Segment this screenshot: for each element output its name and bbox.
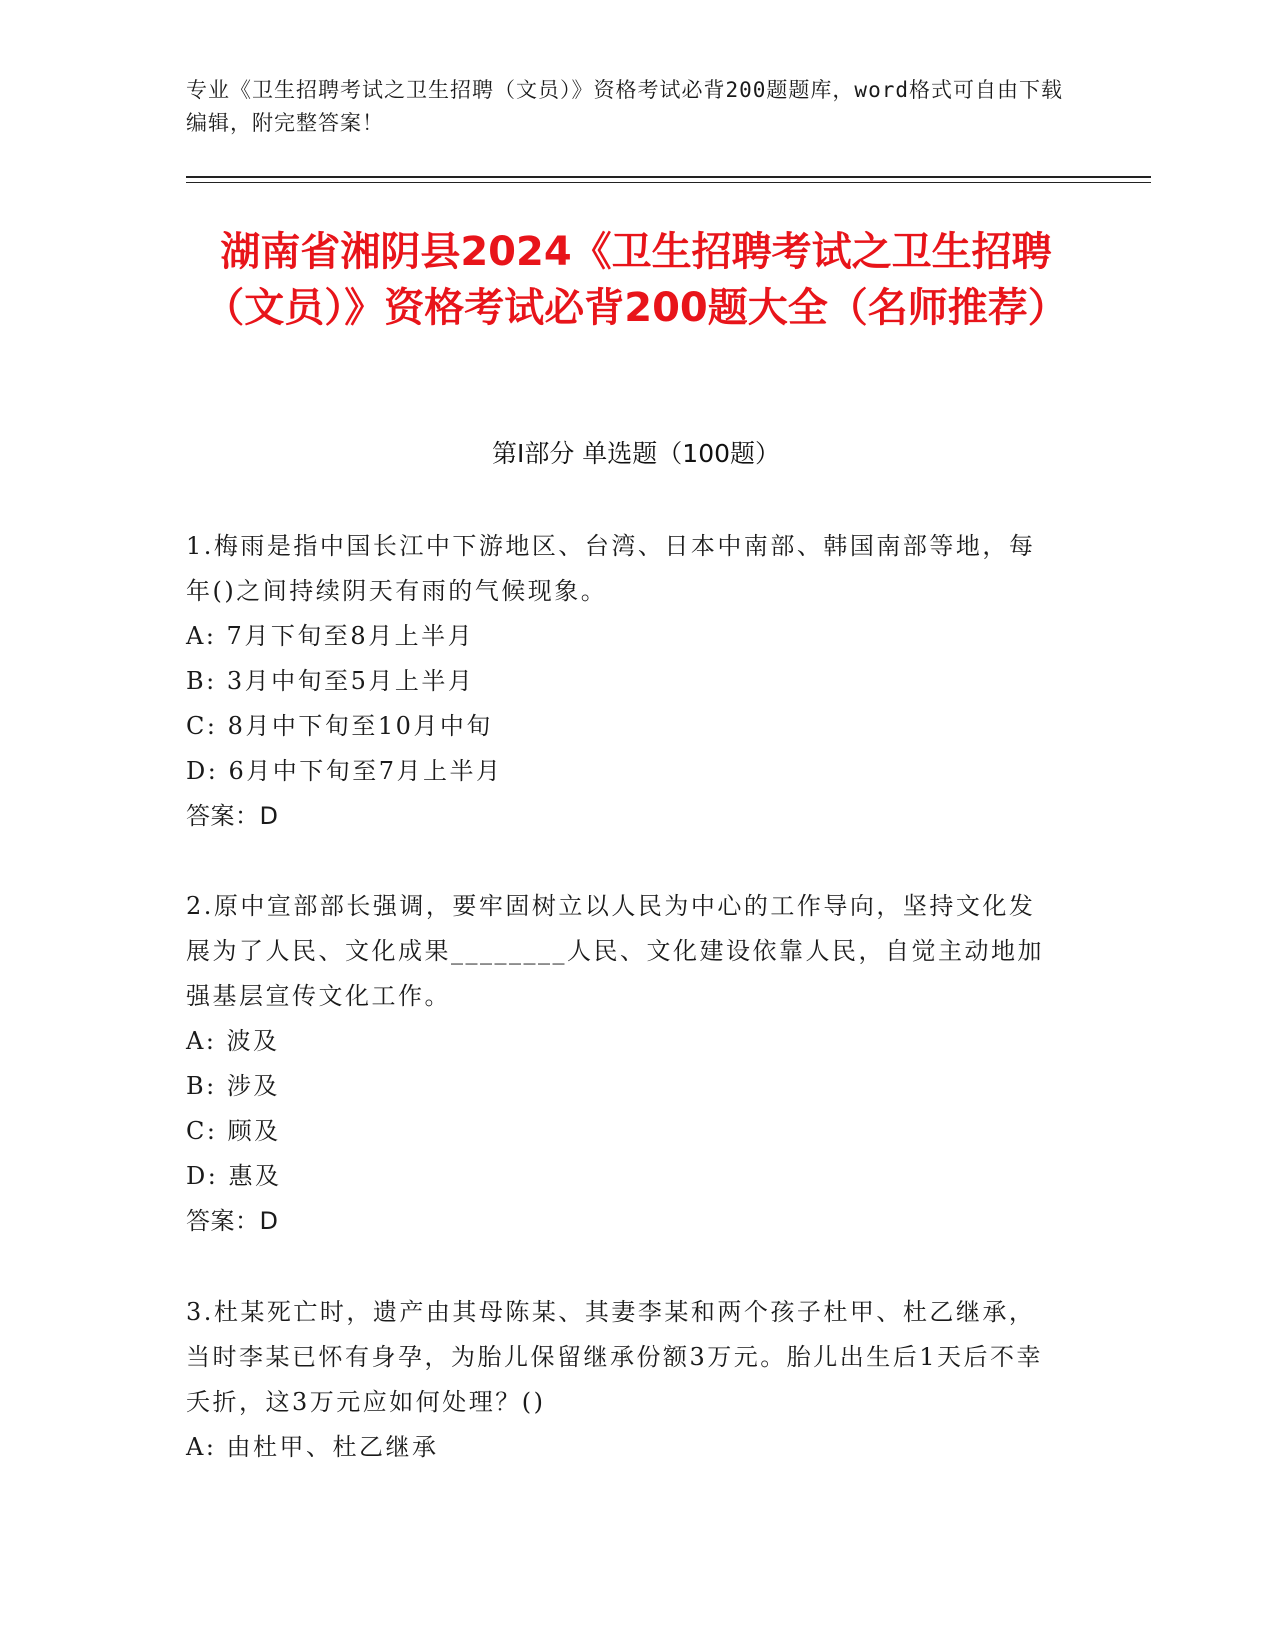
header-rule-thin — [186, 182, 1151, 183]
question-stem: 1.梅雨是指中国长江中下游地区、台湾、日本中南部、韩国南部等地，每年()之间持续阴天有雨的气候现象。 — [186, 532, 1036, 605]
option-b: B: 涉及 — [186, 1072, 280, 1100]
question-2 — [186, 884, 1056, 1244]
option-d: D: 惠及 — [186, 1162, 282, 1190]
answer-line: 答案：D — [186, 1207, 279, 1235]
option-a: A: 波及 — [186, 1027, 280, 1055]
option-a: A: 由杜甲、杜乙继承 — [186, 1433, 439, 1461]
option-b: B: 3月中旬至5月上半月 — [186, 667, 475, 695]
question-3 — [186, 1290, 1056, 1470]
option-d: D: 6月中下旬至7月上半月 — [186, 757, 503, 785]
option-c: C: 顾及 — [186, 1117, 281, 1145]
answer-line: 答案：D — [186, 802, 279, 830]
section-heading: 第Ⅰ部分 单选题（100题） — [491, 439, 781, 468]
question-1 — [186, 524, 1056, 839]
option-a: A: 7月下旬至8月上半月 — [186, 622, 475, 650]
question-stem: 3.杜某死亡时，遗产由其母陈某、其妻李某和两个孩子杜甲、杜乙继承，当时李某已怀有身孕，为胎儿保留继承份额3万元。胎儿出生后1天后不幸夭折，这3万元应如何处理？() — [186, 1298, 1044, 1416]
option-c: C: 8月中下旬至10月中旬 — [186, 712, 493, 740]
header-note: 专业《卫生招聘考试之卫生招聘（文员）》资格考试必背200题题库，word格式可自由下载编辑，附完整答案！ — [186, 78, 1063, 135]
document-title: 湖南省湘阴县2024《卫生招聘考试之卫生招聘（文员）》资格考试必背200题大全（名师推荐） — [204, 229, 1068, 331]
question-stem: 2.原中宣部部长强调，要牢固树立以人民为中心的工作导向，坚持文化发展为了人民、文化成果________人民、文化建设依靠人民，自觉主动地加强基层宣传文化工作。 — [186, 892, 1044, 1010]
header-rule-thick — [186, 176, 1151, 178]
